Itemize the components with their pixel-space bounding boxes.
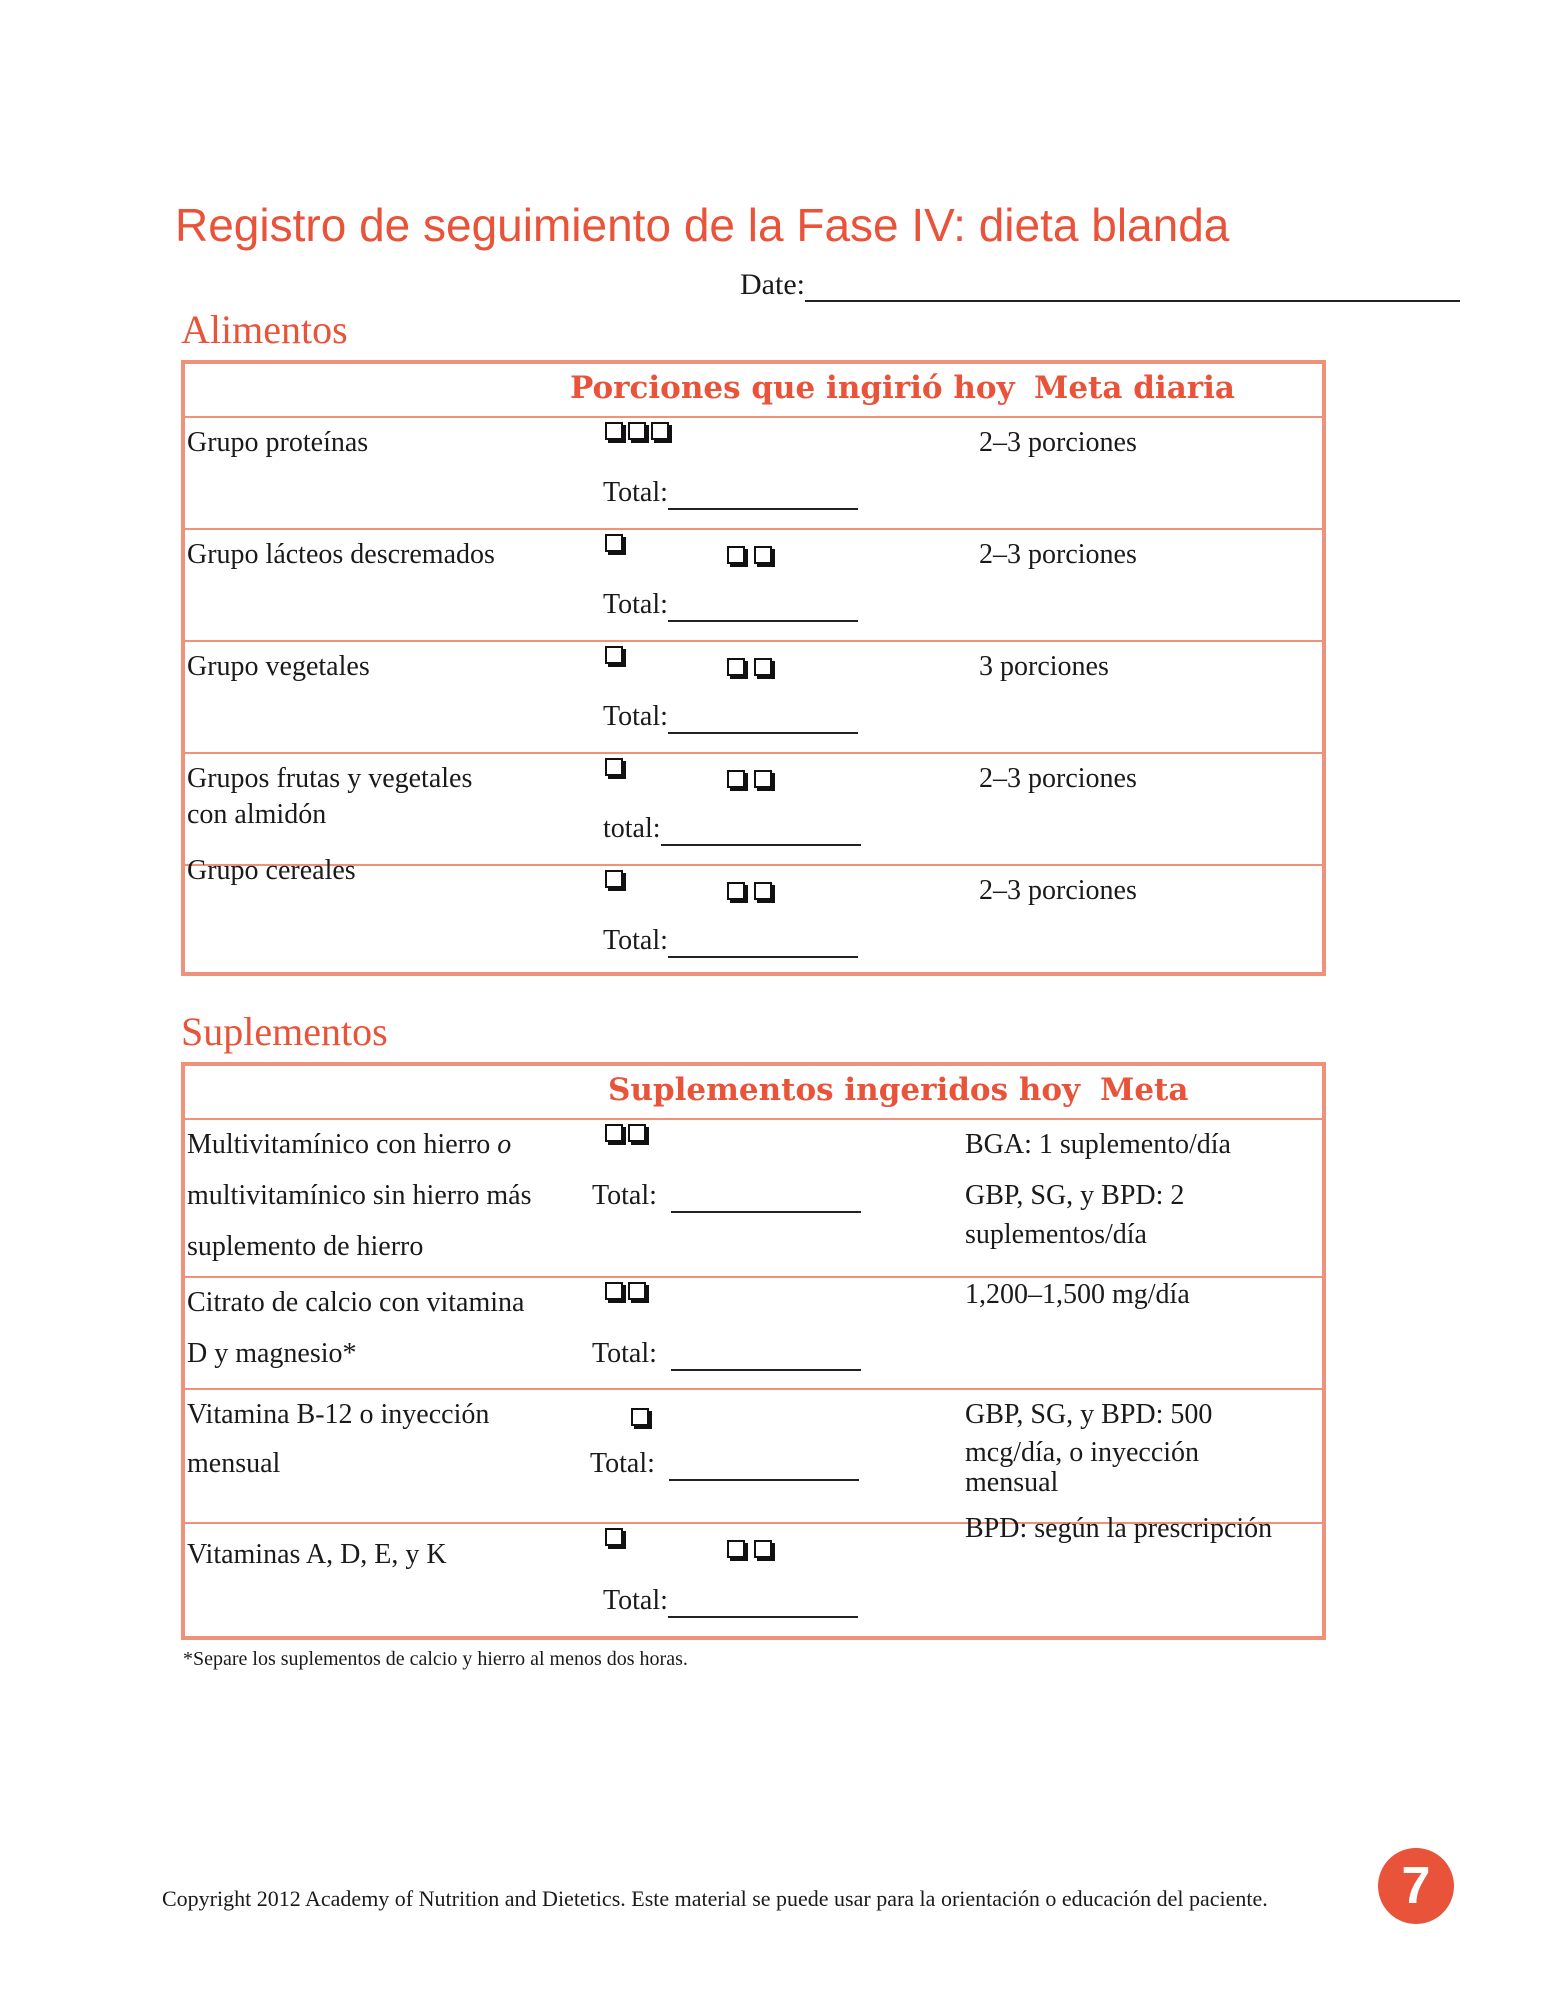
col-header-taken: Suplementos ingeridos hoy (608, 1072, 1081, 1108)
copyright: Copyright 2012 Academy of Nutrition and Dietetics. Este material se puede usar para la orientación o educación del paciente. (162, 1886, 1268, 1911)
supplement-goal: mcg/día, o inyección (965, 1437, 1200, 1468)
col-header-portions: Porciones que ingirió hoy (570, 370, 1015, 406)
total-field[interactable] (603, 476, 858, 510)
date-line[interactable] (805, 270, 1460, 302)
total-field[interactable] (590, 1447, 859, 1481)
checkbox[interactable] (754, 1540, 772, 1558)
supplement-checkboxes (605, 1528, 628, 1546)
total-label: Total: (603, 925, 668, 956)
total-line[interactable] (661, 818, 861, 846)
food-row-label: Grupo proteínas (187, 427, 369, 458)
portion-checkboxes (605, 870, 628, 888)
supplement-goal: mensual (965, 1467, 1059, 1498)
supplements-table (181, 1062, 1326, 1640)
total-line[interactable] (668, 482, 858, 510)
checkbox[interactable] (628, 1282, 646, 1300)
food-row-goal: 2–3 porciones (979, 427, 1137, 458)
checkbox[interactable] (727, 546, 745, 564)
portion-checkboxes (605, 534, 628, 552)
date-field[interactable] (740, 268, 1460, 302)
supplement-goal: BGA: 1 suplemento/día (965, 1129, 1231, 1160)
checkbox[interactable] (754, 658, 772, 676)
portion-checkboxes (605, 422, 674, 440)
checkbox[interactable] (605, 422, 623, 440)
food-row-label: Grupos frutas y vegetales (187, 763, 473, 794)
food-row-label: Grupo lácteos descremados (187, 539, 495, 570)
date-label: Date: (740, 268, 805, 301)
food-row-goal: 3 porciones (979, 651, 1109, 682)
supplement-goal: GBP, SG, y BPD: 500 (965, 1399, 1213, 1430)
checkbox[interactable] (754, 882, 772, 900)
supplement-checkboxes (605, 1124, 651, 1142)
supplement-checkboxes (605, 1282, 651, 1300)
total-label: Total: (603, 701, 668, 732)
total-field[interactable] (603, 1584, 858, 1618)
total-line[interactable] (668, 930, 858, 958)
food-row-label: Grupo vegetales (187, 651, 370, 682)
supplement-row-label-continued: suplemento de hierro (187, 1231, 424, 1262)
col-header-goal: Meta diaria (1034, 370, 1235, 406)
total-line[interactable] (671, 1185, 861, 1213)
portion-checkboxes (727, 882, 777, 900)
total-line[interactable] (671, 1343, 861, 1371)
total-field[interactable] (603, 588, 858, 622)
col-header-goal: Meta (1100, 1072, 1189, 1108)
checkbox[interactable] (727, 882, 745, 900)
section-title-foods: Alimentos (181, 307, 348, 352)
supplement-row-label-continued: D y magnesio* (187, 1338, 357, 1369)
total-line[interactable] (669, 1453, 859, 1481)
checkbox[interactable] (605, 1528, 623, 1546)
checkbox[interactable] (727, 658, 745, 676)
portion-checkboxes (727, 770, 777, 788)
section-title-supplements: Suplementos (181, 1009, 388, 1054)
food-row-goal: 2–3 porciones (979, 539, 1137, 570)
total-label: Total: (590, 1448, 655, 1479)
page-number-badge: 7 (1378, 1848, 1454, 1924)
food-row-label: Grupo cereales (187, 855, 356, 886)
food-row-label-continued: con almidón (187, 799, 327, 830)
checkbox[interactable] (727, 770, 745, 788)
foods-table (181, 360, 1326, 976)
supplement-row-label: Vitamina B-12 o inyección (187, 1399, 490, 1430)
food-row-goal: 2–3 porciones (979, 875, 1137, 906)
checkbox[interactable] (651, 422, 669, 440)
checkbox[interactable] (628, 422, 646, 440)
supplement-row-label: Citrato de calcio con vitamina (187, 1287, 525, 1318)
portion-checkboxes (605, 758, 628, 776)
supplement-row-label-continued: multivitamínico sin hierro más (187, 1180, 532, 1211)
supplement-row-label: Multivitamínico con hierro o (187, 1129, 512, 1160)
checkbox[interactable] (605, 758, 623, 776)
total-line[interactable] (668, 706, 858, 734)
page-title: Registro de seguimiento de la Fase IV: dieta blanda (175, 199, 1230, 251)
checkbox[interactable] (628, 1124, 646, 1142)
checkbox[interactable] (605, 1282, 623, 1300)
supplement-row-label: Vitaminas A, D, E, y K (187, 1539, 447, 1570)
checkbox[interactable] (631, 1408, 649, 1426)
total-field[interactable] (603, 812, 861, 846)
total-label: Total: (592, 1338, 657, 1369)
checkbox[interactable] (727, 1540, 745, 1558)
food-row-goal: 2–3 porciones (979, 763, 1137, 794)
total-field[interactable] (592, 1337, 861, 1371)
portion-checkboxes (727, 546, 777, 564)
supplement-goal: 1,200–1,500 mg/día (965, 1279, 1190, 1310)
total-label: Total: (603, 1585, 668, 1616)
supplement-goal: BPD: según la prescripción (965, 1513, 1273, 1544)
checkbox[interactable] (605, 1124, 623, 1142)
supplement-goal: GBP, SG, y BPD: 2 (965, 1180, 1185, 1211)
total-label: Total: (603, 589, 668, 620)
portion-checkboxes (605, 646, 628, 664)
total-field[interactable] (603, 700, 858, 734)
checkbox[interactable] (605, 646, 623, 664)
total-field[interactable] (603, 924, 858, 958)
total-label: Total: (603, 477, 668, 508)
total-line[interactable] (668, 594, 858, 622)
supplement-goal: suplementos/día (965, 1219, 1147, 1250)
supplement-checkboxes (631, 1408, 654, 1426)
portion-checkboxes (727, 658, 777, 676)
checkbox[interactable] (754, 546, 772, 564)
checkbox[interactable] (605, 870, 623, 888)
footnote: *Separe los suplementos de calcio y hierro al menos dos horas. (183, 1648, 688, 1670)
total-line[interactable] (668, 1590, 858, 1618)
checkbox[interactable] (754, 770, 772, 788)
total-label: total: (603, 813, 661, 844)
checkbox[interactable] (605, 534, 623, 552)
supplement-checkboxes (727, 1540, 777, 1558)
supplement-row-label-continued: mensual (187, 1448, 281, 1479)
total-label: Total: (592, 1180, 657, 1211)
total-field[interactable] (592, 1179, 861, 1213)
